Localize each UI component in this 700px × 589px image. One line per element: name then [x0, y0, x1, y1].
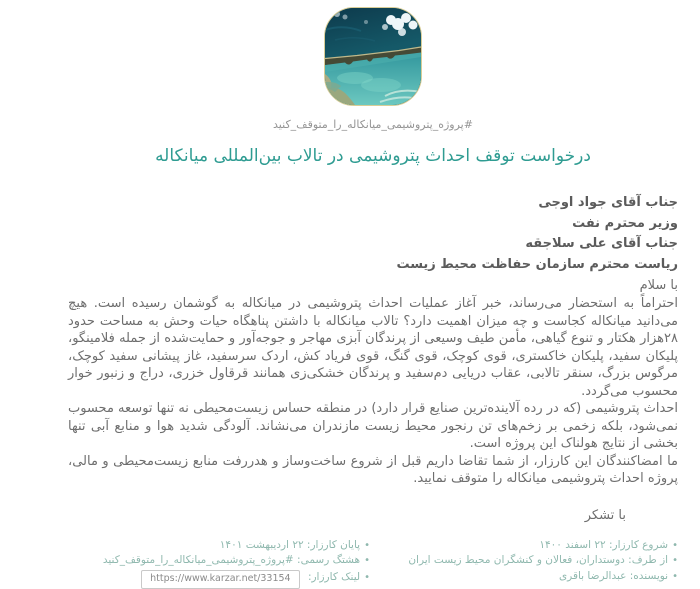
closing-text: با تشکر — [584, 507, 626, 523]
petition-paragraph: احداث پتروشیمی (که در رده آلاینده‌ترین صنایع قرار دارد) در منطقه حساس زیست‌محیطی نه تنها توسعه محسوب نمی‌شود، بلکه زخمی بر زخم‌های تن رنجور محیط زیست مازندران می‌نشاند. آلودگی شدید هوا و منابع آبی تنها بخشی از نتایج هولناک این پروژه است. — [68, 401, 678, 451]
bullet-icon: • — [364, 571, 370, 583]
petition-body — [68, 295, 678, 488]
campaign-meta-footer — [68, 538, 678, 589]
footer-column-right — [370, 538, 678, 589]
miankaleh-satellite-image — [324, 7, 422, 106]
from-text: از طرف: دوستداران، فعالان و کنشگران محیط زیست ایران — [408, 554, 669, 566]
salutation-text: با سلام — [639, 278, 678, 293]
author-text: نویسنده: عبدالرضا باقری — [558, 569, 669, 582]
recipients-block — [68, 193, 678, 275]
official-hashtag-text: هشتگ رسمی: #پروژه_پتروشیمی_میانکاله_را_متوقف_کنید — [102, 554, 361, 566]
footer-item-campaign-link — [68, 570, 370, 589]
bullet-icon: • — [364, 555, 370, 566]
bullet-icon: • — [672, 555, 678, 566]
satellite-image-graphic — [325, 8, 421, 105]
recipient-line: جناب آقای جواد اوجی — [538, 195, 678, 210]
footer-item-end-date — [68, 538, 370, 554]
bullet-icon: • — [672, 539, 678, 551]
hero-section — [68, 7, 678, 110]
campaign-link[interactable]: https://www.karzar.net/33154 — [141, 570, 299, 589]
recipient-line: ریاست محترم سازمان حفاظت محیط زیست — [396, 256, 678, 272]
recipient-line: جناب آقای علی سلاجقه — [525, 236, 678, 251]
start-date-text: شروع کارزار: ۲۲ اسفند ۱۴۰۰ — [539, 538, 669, 551]
footer-column-left — [68, 538, 370, 589]
link-label: لینک کارزار: — [307, 570, 361, 583]
petition-paragraph: احتراماً به استحضار می‌رساند، خبر آغاز عملیات احداث پتروشیمی در میانکاله به گوشمان رسیده است. هیچ می‌دانید میانکاله کجاست و چه میزان اهمیت دارد؟ تالاب میانکاله با داشتن پناهگاه حیات وحش به مساحت حدود ۲۸هزار هکتار و تنوع گیاهی، مأمن طیف وسیعی از پرندگان آبزی مهاجر و جوجه‌آور و حمایت‌شده از جمله فلامینگو، پلیکان سفید، پلیکان خاکستری، قوی کوچک، قوی گنگ، قوی فریاد کش، اردک سرسفید، غاز پیشانی سفید کوچک، مرگوس بزرگ، سنقر تالابی، عقاب دریایی دم‌سفید و پرندگان خشکی‌زی همانند قرقاول خزری، دراج و زنبور خوار محسوب می‌گردد. — [68, 296, 678, 399]
footer-item-official-hashtag — [68, 553, 370, 569]
petition-paragraph: ما امضاکنندگان این کارزار، از شما تقاضا داریم قبل از شروع ساخت‌وساز و هدررفت منابع زیست‌محیطی و مالی، پروژه احداث پتروشیمی میانکاله را متوقف نمایید. — [68, 453, 678, 486]
recipient-line: وزیر محترم نفت — [572, 215, 678, 231]
page-title: درخواست توقف احداث پتروشیمی در تالاب بین‌المللی میانکاله — [155, 146, 591, 166]
end-date-text: پایان کارزار: ۲۲ اردیبهشت ۱۴۰۱ — [219, 538, 361, 551]
bullet-icon: • — [364, 539, 370, 551]
campaign-hashtag: #پروژه_پتروشیمی_میانکاله_را_متوقف_کنید — [273, 118, 473, 131]
bullet-icon: • — [672, 570, 678, 582]
